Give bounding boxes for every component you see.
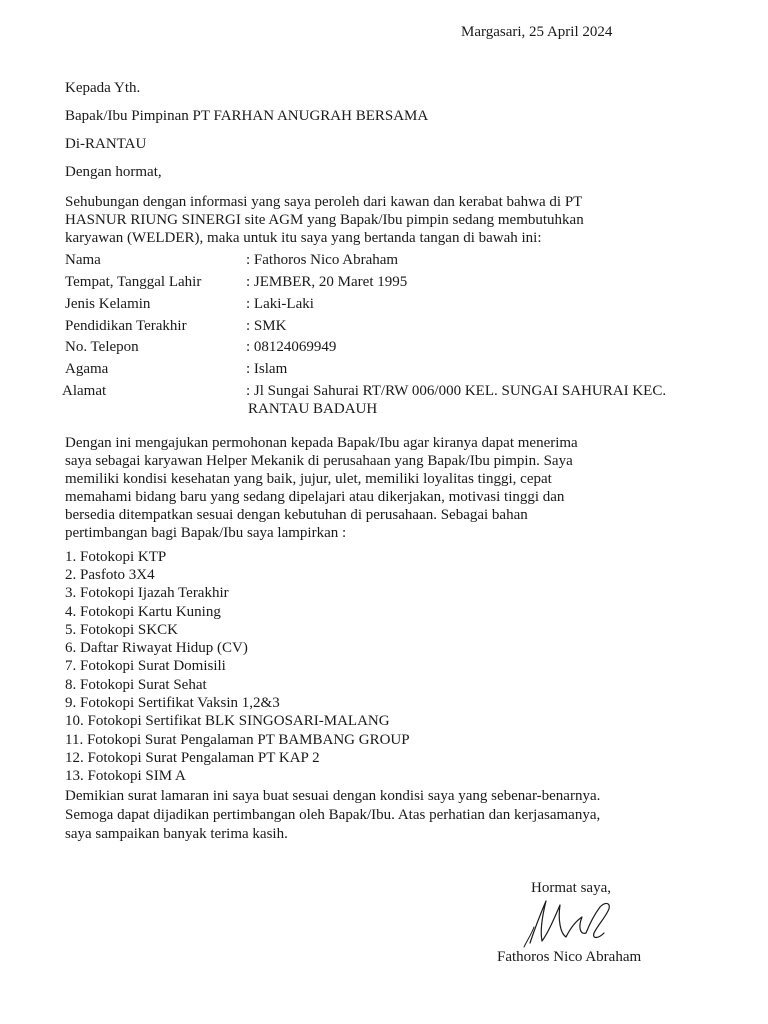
field-label-education: Pendidikan Terakhir (65, 318, 187, 334)
recipient-greeting: Kepada Yth. (65, 80, 141, 96)
attachment-item: 1. Fotokopi KTP (65, 549, 167, 565)
field-value-address: : Jl Sungai Sahurai RT/RW 006/000 KEL. SUNGAI SAHURAI KEC. (246, 383, 667, 399)
signer-name: Fathoros Nico Abraham (497, 949, 642, 965)
field-value-address-cont: RANTAU BADAUH (248, 401, 378, 417)
body-line: pertimbangan bagi Bapak/Ibu saya lampirkan : (65, 525, 347, 541)
attachment-item: 7. Fotokopi Surat Domisili (65, 658, 226, 674)
attachment-item: 8. Fotokopi Surat Sehat (65, 677, 207, 693)
place-date: Margasari, 25 April 2024 (461, 24, 613, 40)
attachment-item: 12. Fotokopi Surat Pengalaman PT KAP 2 (65, 750, 320, 766)
field-label-phone: No. Telepon (65, 339, 139, 355)
signature-scribble (520, 893, 620, 949)
closing-line: saya sampaikan banyak terima kasih. (65, 826, 288, 842)
attachment-item: 11. Fotokopi Surat Pengalaman PT BAMBANG GROUP (65, 732, 410, 748)
attachment-item: 13. Fotokopi SIM A (65, 768, 186, 784)
intro-line: Sehubungan dengan informasi yang saya peroleh dari kawan dan kerabat bahwa di PT (65, 194, 583, 210)
field-value-religion: : Islam (246, 361, 288, 377)
recipient-location: Di-RANTAU (65, 136, 147, 152)
field-value-nama: : Fathoros Nico Abraham (246, 252, 399, 268)
attachment-item: 3. Fotokopi Ijazah Terakhir (65, 585, 229, 601)
field-label-nama: Nama (65, 252, 101, 268)
attachment-item: 9. Fotokopi Sertifikat Vaksin 1,2&3 (65, 695, 280, 711)
body-line: memahami bidang baru yang sedang dipelajari atau dikerjakan, motivasi tinggi dan (65, 489, 565, 505)
attachment-item: 2. Pasfoto 3X4 (65, 567, 155, 583)
recipient-addressee: Bapak/Ibu Pimpinan PT FARHAN ANUGRAH BERSAMA (65, 108, 429, 124)
intro-line: karyawan (WELDER), maka untuk itu saya yang bertanda tangan di bawah ini: (65, 230, 542, 246)
body-line: Dengan ini mengajukan permohonan kepada Bapak/Ibu agar kiranya dapat menerima (65, 435, 578, 451)
salutation: Dengan hormat, (65, 164, 162, 180)
intro-line: HASNUR RIUNG SINERGI site AGM yang Bapak/Ibu pimpin sedang membutuhkan (65, 212, 584, 228)
field-value-phone: : 08124069949 (246, 339, 337, 355)
sign-off: Hormat saya, (531, 880, 611, 896)
field-value-ttl: : JEMBER, 20 Maret 1995 (246, 274, 408, 290)
attachment-item: 10. Fotokopi Sertifikat BLK SINGOSARI-MALANG (65, 713, 390, 729)
attachment-item: 5. Fotokopi SKCK (65, 622, 178, 638)
field-label-address: Alamat (62, 383, 107, 399)
field-label-religion: Agama (65, 361, 109, 377)
attachment-item: 6. Daftar Riwayat Hidup (CV) (65, 640, 248, 656)
field-value-education: : SMK (246, 318, 287, 334)
attachment-item: 4. Fotokopi Kartu Kuning (65, 604, 221, 620)
field-label-gender: Jenis Kelamin (65, 296, 151, 312)
body-line: memiliki kondisi kesehatan yang baik, jujur, ulet, memiliki loyalitas tinggi, cepat (65, 471, 552, 487)
body-line: bersedia ditempatkan sesuai dengan kebutuhan di perusahaan. Sebagai bahan (65, 507, 528, 523)
body-line: saya sebagai karyawan Helper Mekanik di perusahaan yang Bapak/Ibu pimpin. Saya (65, 453, 573, 469)
field-value-gender: : Laki-Laki (246, 296, 314, 312)
field-label-ttl: Tempat, Tanggal Lahir (65, 274, 202, 290)
closing-line: Semoga dapat dijadikan pertimbangan oleh Bapak/Ibu. Atas perhatian dan kerjasamanya, (65, 807, 601, 823)
closing-line: Demikian surat lamaran ini saya buat sesuai dengan kondisi saya yang sebenar-benarnya. (65, 788, 601, 804)
